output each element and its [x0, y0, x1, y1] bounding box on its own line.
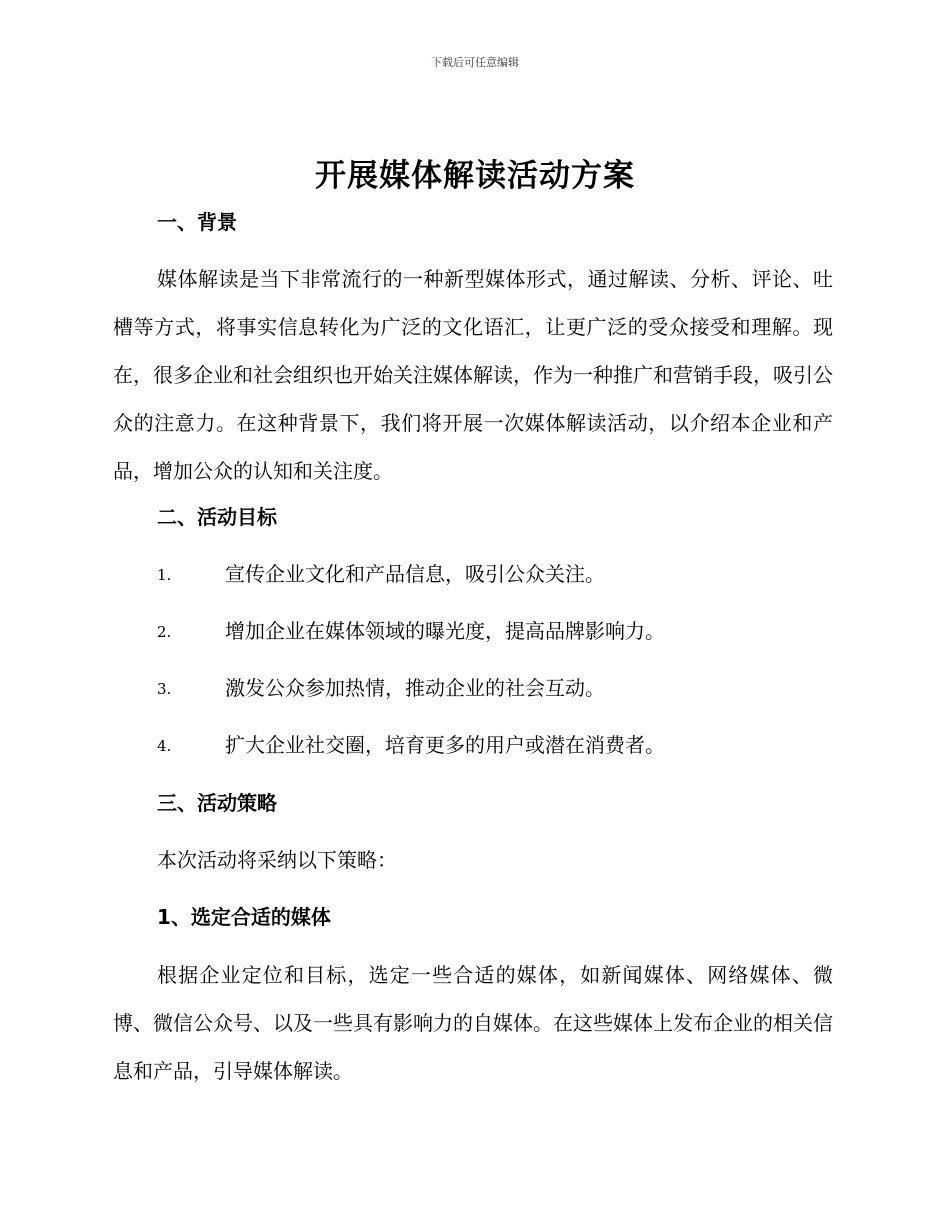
sub-heading-media: 1、选定合适的媒体 [157, 905, 331, 929]
list-item-number: 3. [157, 680, 172, 698]
section-heading-strategy: 三、活动策略 [157, 791, 277, 815]
header-note: 下载后可任意编辑 [431, 56, 519, 69]
list-item-number: 2. [157, 623, 172, 641]
background-paragraph: 媒体解读是当下非常流行的一种新型媒体形式，通过解读、分析、评论、吐槽等方式，将事实信息转化为广泛的文化语汇，让更广泛的受众接受和理解。现在，很多企业和社会组织也开始关注媒体解读，作为一种推广和营销手段，吸引公众的注意力。在这种背景下，我们将开展一次媒体解读活动，以介绍本企业和产品，增加公众的认知和关注度。 [113, 267, 833, 483]
list-item-text: 扩大企业社交圈，培育更多的用户或潜在消费者。 [225, 733, 665, 757]
strategy-paragraph: 根据企业定位和目标，选定一些合适的媒体，如新闻媒体、网络媒体、微博、微信公众号、以及一些具有影响力的自媒体。在这些媒体上发布企业的相关信息和产品，引导媒体解读。 [113, 963, 833, 1083]
list-item-number: 4. [157, 737, 172, 755]
list-item-text: 宣传企业文化和产品信息，吸引公众关注。 [225, 562, 605, 586]
list-item-number: 1. [157, 566, 172, 584]
list-item [157, 560, 837, 588]
list-item [157, 731, 837, 759]
section-heading-background: 一、背景 [157, 210, 237, 234]
list-item [157, 617, 837, 645]
strategy-intro: 本次活动将采纳以下策略： [157, 848, 397, 872]
list-item-text: 增加企业在媒体领域的曝光度，提高品牌影响力。 [225, 619, 665, 643]
list-item [157, 674, 837, 702]
list-item-text: 激发公众参加热情，推动企业的社会互动。 [225, 676, 605, 700]
section-heading-goals: 二、活动目标 [157, 505, 277, 529]
document-title: 开展媒体解读活动方案 [315, 158, 635, 194]
